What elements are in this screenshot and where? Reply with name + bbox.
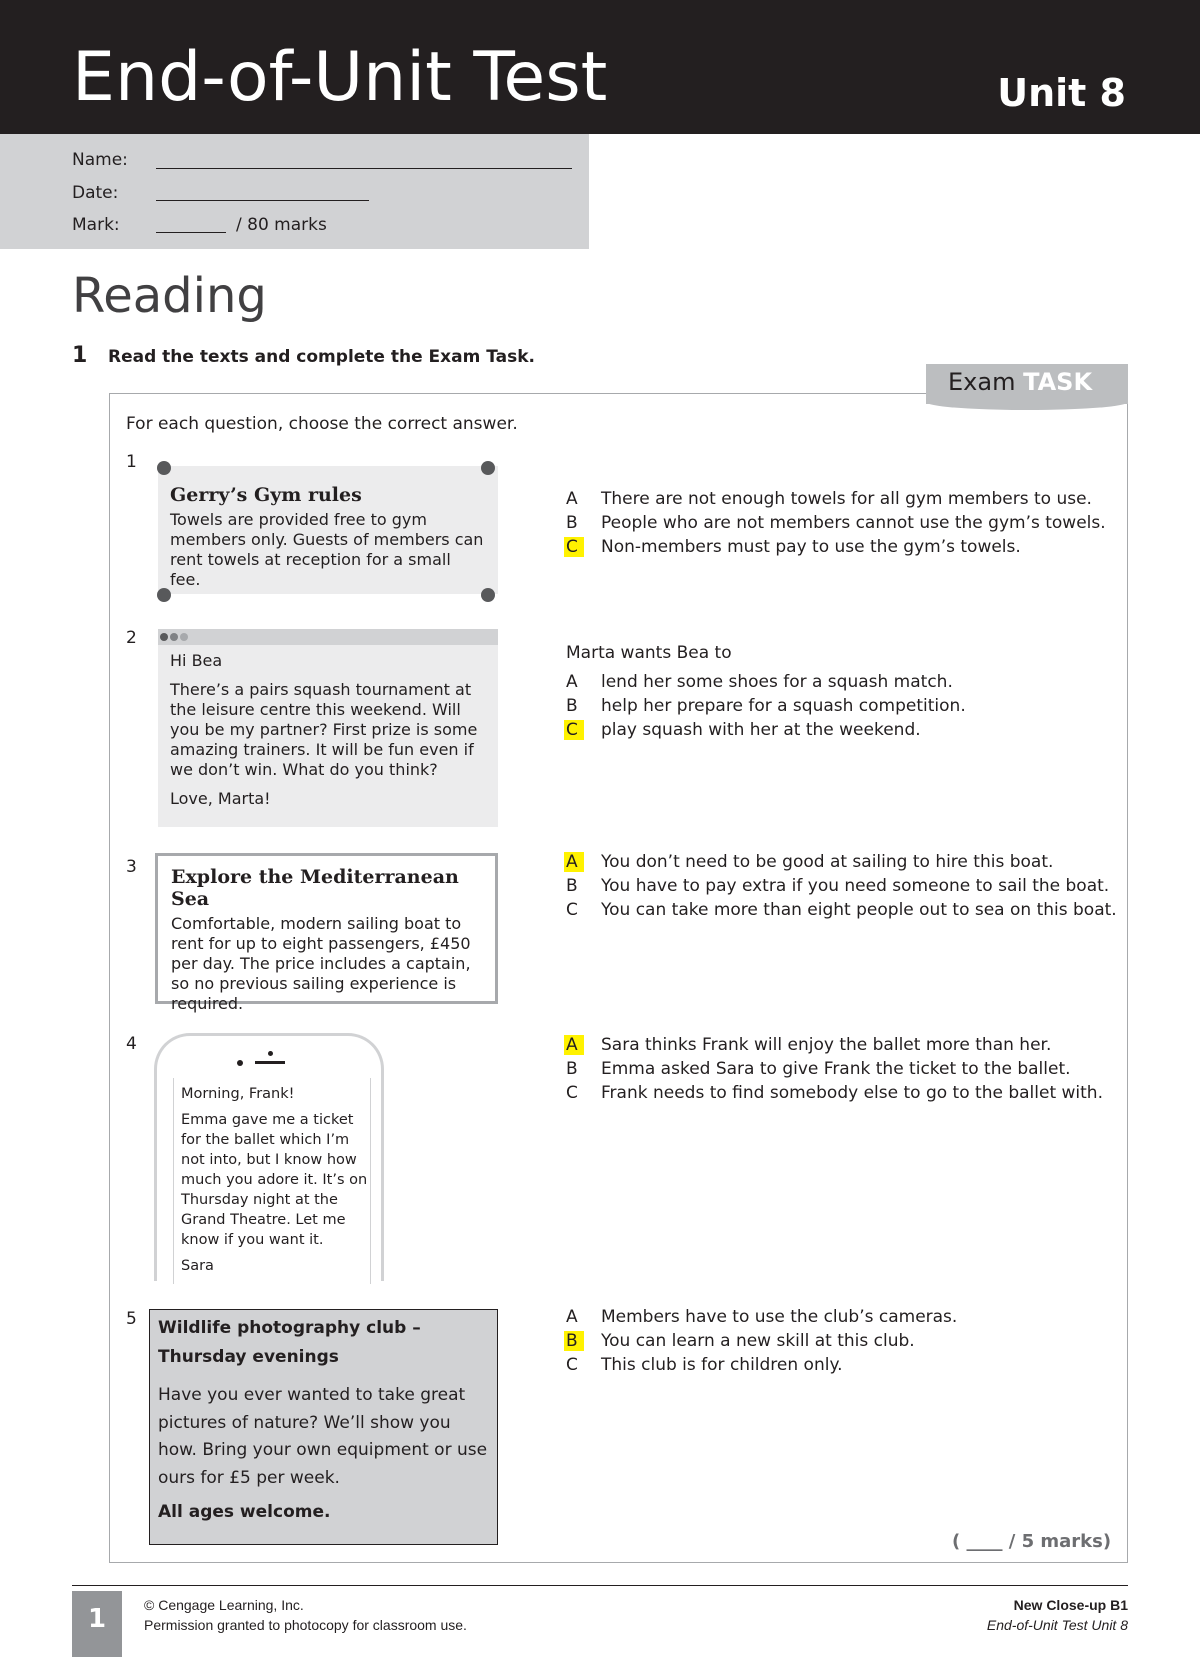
phone-text: [181, 1084, 371, 1282]
phone-sensor-icon: [268, 1051, 273, 1056]
phone-speaker-icon: [255, 1061, 285, 1064]
option-text: You have to pay extra if you need someone to sail the boat.: [601, 876, 1110, 896]
option-letter-selected: C: [564, 537, 584, 557]
option-text: There are not enough towels for all gym members to use.: [601, 489, 1092, 509]
footer-copyright: [144, 1595, 467, 1635]
message-header: [158, 629, 498, 645]
advert-body: Comfortable, modern sailing boat to rent for up to eight passengers, £450 per day. The price includes a captain, so no previous sailing experience is required.: [171, 914, 471, 1013]
option-letter: C: [566, 1083, 578, 1103]
pin-icon: [157, 588, 171, 602]
copyright-text: © Cengage Learning, Inc.: [144, 1597, 304, 1613]
permission-text: Permission granted to photocopy for classroom use.: [144, 1617, 467, 1633]
option-text: You don’t need to be good at sailing to hire this boat.: [601, 852, 1054, 872]
option-text: Frank needs to find somebody else to go to the ballet with.: [601, 1083, 1103, 1103]
pin-icon: [481, 588, 495, 602]
option-letter-selected: C: [564, 720, 584, 740]
message-body: Emma gave me a ticket for the ballet which I’m not into, but I know how much you adore it. It’s on Thursday night at the Grand Theatre. Let me know if you want it.: [181, 1112, 368, 1248]
advert-title: Explore the Mediterranean Sea: [171, 866, 459, 910]
option-text: This club is for children only.: [601, 1355, 843, 1375]
gym-rules-sign: [158, 466, 498, 594]
footer-book-info: [987, 1595, 1128, 1635]
option-letter: A: [566, 489, 578, 509]
notice-title-line1: Wildlife photography club –: [158, 1318, 421, 1338]
exam-task-tab: [926, 364, 1128, 404]
item-number: 4: [126, 1034, 137, 1054]
option-text: People who are not members cannot use the gym’s towels.: [601, 513, 1106, 533]
date-field[interactable]: [156, 200, 369, 201]
boat-advert: [155, 853, 498, 1013]
message-card: [158, 629, 498, 827]
option-letter: A: [566, 672, 578, 692]
option-text: play squash with her at the weekend.: [601, 720, 921, 740]
notice-footer: All ages welcome.: [158, 1502, 331, 1522]
mark-field[interactable]: [156, 232, 226, 233]
club-notice: [149, 1309, 498, 1545]
option-letter-selected: B: [564, 1331, 584, 1351]
name-field[interactable]: [156, 168, 572, 169]
option-letter: B: [566, 513, 578, 533]
name-label: Name:: [72, 150, 128, 170]
page-number: 1: [87, 1604, 107, 1634]
question-number: 1: [72, 343, 88, 368]
question-stem: Marta wants Bea to: [566, 643, 732, 663]
item-number: 3: [126, 857, 137, 877]
sign-body: Towels are provided free to gym members only. Guests of members can rent towels at reception for a small fee.: [170, 510, 484, 589]
option-letter: B: [566, 876, 578, 896]
message-signoff: Love, Marta!: [170, 789, 271, 808]
message-greeting: Morning, Frank!: [181, 1086, 295, 1102]
option-text: Members have to use the club’s cameras.: [601, 1307, 958, 1327]
option-letter: C: [566, 900, 578, 920]
option-text: Sara thinks Frank will enjoy the ballet more than her.: [601, 1035, 1052, 1055]
item-number: 5: [126, 1309, 137, 1329]
sign-title: Gerry’s Gym rules: [170, 484, 362, 506]
notice-body: Have you ever wanted to take great pictures of nature? We’ll show you how. Bring your own equipment or use ours for £5 per week.: [158, 1385, 488, 1488]
pin-icon: [481, 461, 495, 475]
task-marks: ( ____ / 5 marks): [952, 1531, 1112, 1552]
message-greeting: Hi Bea: [170, 651, 223, 670]
page-title: End-of-Unit Test: [72, 38, 608, 117]
item-number: 1: [126, 452, 137, 472]
option-letter: A: [566, 1307, 578, 1327]
message-body: There’s a pairs squash tournament at the leisure centre this weekend. Will you be my partner? First prize is some amazing trainers. It will be fun even if we don’t win. What do you think?: [170, 680, 478, 779]
pin-icon: [157, 461, 171, 475]
option-letter: B: [566, 1059, 578, 1079]
date-label: Date:: [72, 183, 119, 203]
dot-icon: [170, 633, 178, 641]
message-signoff: Sara: [181, 1258, 214, 1274]
question-instruction: Read the texts and complete the Exam Task.: [108, 347, 535, 367]
option-letter-selected: A: [564, 1035, 584, 1055]
option-text: help her prepare for a squash competition.: [601, 696, 966, 716]
document-title: End-of-Unit Test Unit 8: [986, 1617, 1128, 1633]
option-text: Non-members must pay to use the gym’s towels.: [601, 537, 1021, 557]
section-title: Reading: [72, 268, 267, 324]
option-text: lend her some shoes for a squash match.: [601, 672, 953, 692]
dot-icon: [180, 633, 188, 641]
book-title: New Close-up B1: [1013, 1597, 1128, 1613]
option-text: You can learn a new skill at this club.: [601, 1331, 915, 1351]
mark-label: Mark:: [72, 215, 120, 235]
unit-label: Unit 8: [997, 71, 1126, 115]
dot-icon: [160, 633, 168, 641]
option-letter: C: [566, 1355, 578, 1375]
exam-task-label: Exam TASK: [948, 368, 1093, 396]
marks-total: / 80 marks: [236, 215, 327, 235]
option-letter: B: [566, 696, 578, 716]
option-text: Emma asked Sara to give Frank the ticket to the ballet.: [601, 1059, 1071, 1079]
phone-camera-icon: [237, 1060, 243, 1066]
option-text: You can take more than eight people out to sea on this boat.: [601, 900, 1117, 920]
phone-message: [154, 1033, 384, 1281]
task-intro: For each question, choose the correct answer.: [126, 414, 518, 434]
item-number: 2: [126, 628, 137, 648]
option-letter-selected: A: [564, 852, 584, 872]
notice-title-line2: Thursday evenings: [158, 1347, 339, 1367]
footer-divider: [72, 1585, 1128, 1586]
